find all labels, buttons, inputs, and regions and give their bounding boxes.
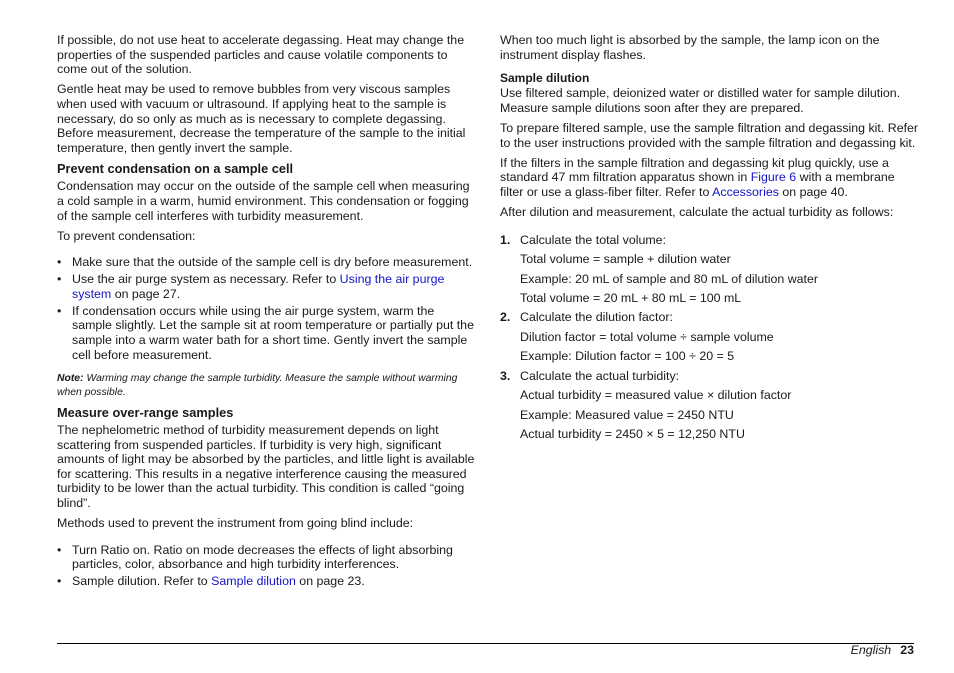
left-column: [57, 33, 477, 594]
heading-prevent-condensation: Prevent condensation on a sample cell: [57, 161, 294, 177]
link-air-purge-system[interactable]: Using the air purge system: [72, 272, 445, 301]
paragraph-filters-plug: [500, 156, 920, 200]
step-text: Calculate the total volume:: [520, 232, 667, 247]
list-item: [57, 543, 477, 572]
step-1: [500, 233, 920, 306]
paragraph-methods: Methods used to prevent the instrument from going blind include:: [57, 516, 414, 531]
methods-bullet-list: [57, 543, 477, 589]
paragraph-gentle-heat: Gentle heat may be used to remove bubbles from very viscous samples when used with vacuum or ultrasound. If applying heat to the sample is necessary, do so only as much as is necessary to complete degassing. Before measurement, decrease the temperature of the sample to the initial temperature, then gently invert the sample.: [57, 82, 466, 155]
list-item: [57, 272, 477, 301]
paragraph-nephelometric: The nephelometric method of turbidity measurement depends on light scattering from suspended particles. If turbidity is very high, significant amounts of light may be absorbed by the particles, and little light is available for scattering. This results in a negative interference causing the measured turbidity to be lower than the actual turbidity. This condition is called “going blind”.: [57, 423, 475, 511]
calculation-steps: [500, 233, 920, 442]
list-item-text: If condensation occurs while using the air purge system, warm the sample slightly. Let the sample sit at room temperature or partially put the sample into a warm water bath for a short time. Gently invert the sample cell before measurement.: [72, 303, 474, 362]
step-line: Total volume = sample + dilution water: [520, 252, 731, 267]
paragraph-to-prevent: To prevent condensation:: [57, 228, 196, 243]
step-line: Actual turbidity = 2450 × 5 = 12,250 NTU: [520, 427, 745, 442]
paragraph-after-dilution: After dilution and measurement, calculate the actual turbidity as follows:: [500, 205, 894, 220]
list-item-text: on page 23.: [295, 574, 365, 589]
step-number: 3.: [500, 368, 511, 383]
paragraph-text: If the filters in the sample filtration and degassing kit plug quickly, use a standard 47 mm filtration apparatus shown in: [500, 155, 889, 185]
note-label: Note:: [57, 373, 84, 385]
condensation-bullet-list: [57, 255, 477, 362]
paragraph-filtered-sample: Use filtered sample, deionized water or distilled water for sample dilution. Measure sample dilutions soon after they are prepared.: [500, 86, 901, 115]
step-2: [500, 310, 920, 364]
step-line: Actual turbidity = measured value × dilution factor: [520, 388, 792, 403]
step-line: Example: 20 mL of sample and 80 mL of dilution water: [520, 271, 818, 286]
step-line: Example: Measured value = 2450 NTU: [520, 407, 734, 422]
note-text: Warming may change the sample turbidity. Measure the sample without warming when possible.: [57, 373, 458, 398]
link-accessories[interactable]: Accessories: [712, 184, 779, 199]
list-item-text: Make sure that the outside of the sample cell is dry before measurement.: [72, 255, 473, 270]
step-line: Example: Dilution factor = 100 ÷ 20 = 5: [520, 349, 735, 364]
list-item: [57, 304, 477, 362]
step-text: Calculate the dilution factor:: [520, 310, 673, 325]
step-text: Calculate the actual turbidity:: [520, 368, 680, 383]
page-number: 23: [900, 643, 914, 657]
list-item: [57, 255, 477, 270]
note: [57, 372, 477, 399]
list-item-text: on page 27.: [111, 286, 181, 301]
footer-language: English: [850, 643, 892, 657]
paragraph-condensation: Condensation may occur on the outside of the sample cell when measuring a cold sample in a warm, humid environment. This condensation or fogging of the sample cell interferes with turbidity measurement.: [57, 179, 470, 223]
list-item-text: Use the air purge system as necessary. Refer to: [72, 272, 340, 287]
paragraph-prepare-filtered: To prepare filtered sample, use the sample filtration and degassing kit. Refer to the user instructions provided with the sample filtration and degassing kit.: [500, 120, 919, 150]
list-item-text: Sample dilution. Refer to: [72, 574, 212, 589]
heading-sample-dilution: Sample dilution: [500, 71, 590, 86]
page-footer: [851, 643, 914, 657]
footer-divider: [57, 643, 914, 644]
list-item-text: Turn Ratio on. Ratio on mode decreases the effects of light absorbing particles, color, absorbance and high turbidity interferences.: [72, 542, 453, 572]
list-item: [57, 574, 477, 589]
link-figure-6[interactable]: Figure 6: [750, 170, 797, 185]
link-sample-dilution[interactable]: Sample dilution: [211, 574, 296, 589]
step-3: [500, 369, 920, 442]
paragraph-lamp-icon: When too much light is absorbed by the sample, the lamp icon on the instrument display flashes.: [500, 33, 880, 62]
paragraph-text: with a membrane filter or use a glass-fiber filter. Refer to: [500, 170, 895, 199]
step-number: 2.: [500, 310, 511, 325]
step-line: Dilution factor = total volume ÷ sample volume: [520, 330, 774, 345]
step-line: Total volume = 20 mL + 80 mL = 100 mL: [520, 291, 742, 306]
right-column: [500, 33, 920, 447]
paragraph-degassing-heat: If possible, do not use heat to accelerate degassing. Heat may change the properties of the suspended particles and cause volatile components to come out of the solution.: [57, 33, 465, 77]
step-number: 1.: [500, 232, 511, 247]
heading-measure-over-range: Measure over-range samples: [57, 405, 234, 421]
paragraph-text: on page 40.: [778, 184, 848, 199]
